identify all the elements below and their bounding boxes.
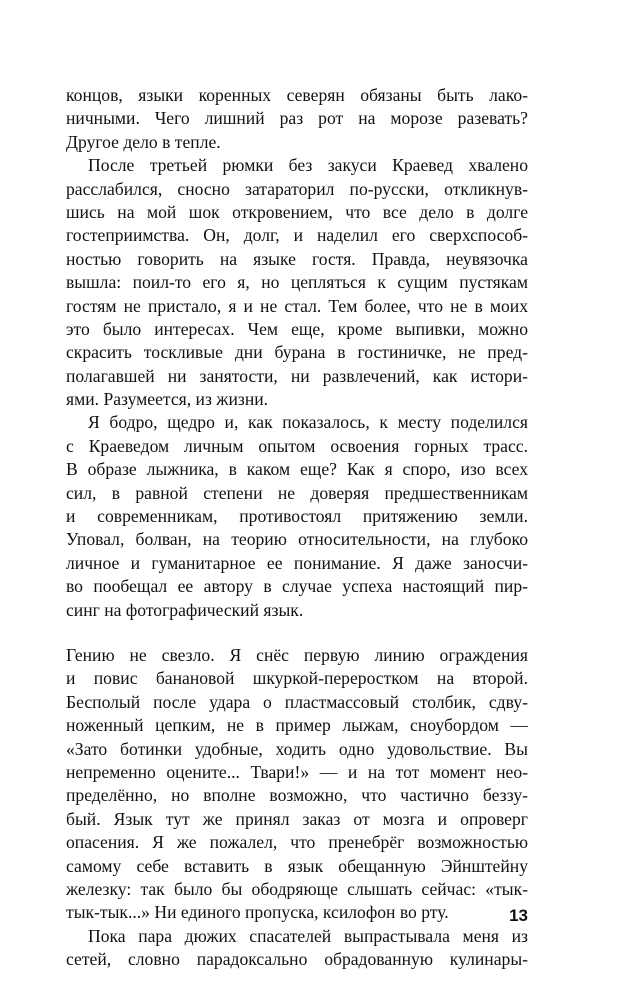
text-line: во пообещал ее автору в случае успеха настоящий пир- bbox=[66, 576, 528, 597]
book-page bbox=[66, 84, 528, 971]
text-line: ноженный цепким, не в пример лыжам, сноубордом — bbox=[66, 715, 528, 736]
text-line: непременно оцените... Твари!» — и на тот момент нео- bbox=[66, 761, 528, 782]
text-line: с Краеведом личным опытом освоения горных трасс. bbox=[66, 435, 528, 456]
text-line: шись на мой шок откровением, что все дело в долге bbox=[66, 201, 528, 222]
text-line: Уповал, болван, на теорию относительности, на глубоко bbox=[66, 529, 528, 550]
text-line: самому себе вставить в язык обещанную Эйнштейну bbox=[66, 855, 528, 876]
text-line: опасения. Я же пожалел, что пренебрёг возможностью bbox=[66, 832, 528, 853]
text-line: гостеприимства. Он, долг, и наделил его сверхспособ- bbox=[66, 225, 528, 246]
text-section-1 bbox=[66, 84, 528, 622]
text-line: пределённо, но вполне возможно, что частично беззу- bbox=[66, 785, 528, 806]
text-line: бый. Язык тут же принял заказ от мозга и опроверг bbox=[66, 808, 528, 829]
text-line: Гению не свезло. Я снёс первую линию ограждения bbox=[66, 644, 528, 665]
text-line: Бесполый после удара о пластмассовый столбик, сдву- bbox=[66, 691, 528, 712]
text-line: В образе лыжника, в каком еще? Как я споро, изо всех bbox=[66, 459, 528, 480]
text-line: скрасить тоскливые дни бурана в гостиничке, не пред- bbox=[66, 342, 528, 363]
text-section-2 bbox=[66, 644, 528, 971]
text-line: Пока пара дюжих спасателей выпрастывала меня из bbox=[88, 925, 528, 946]
text-line: гостям не пристало, я и не стал. Тем более, что не в моих bbox=[66, 295, 528, 316]
section-break bbox=[66, 622, 528, 644]
text-line: личное и гуманитарное ее понимание. Я даже заносчи- bbox=[66, 552, 528, 573]
text-line: Другое дело в тепле. bbox=[66, 131, 221, 152]
text-line: расслабился, сносно затараторил по-русски, откликнув- bbox=[66, 178, 528, 199]
text-line: ничными. Чего лишний раз рот на морозе разевать? bbox=[66, 108, 528, 129]
text-line: вышла: поил-то его я, но цепляться к сущим пустякам bbox=[66, 272, 528, 293]
text-line: сетей, словно парадоксально обрадованную кулинары- bbox=[66, 949, 528, 970]
text-line: сил, в равной степени не доверяя предшественникам bbox=[66, 482, 528, 503]
text-line: Я бодро, щедро и, как показалось, к месту поделился bbox=[88, 412, 528, 433]
text-line: тык-тык...» Ни единого пропуска, ксилофон во рту. bbox=[66, 902, 449, 923]
text-line: «Зато ботинки удобные, ходить одно удовольствие. Вы bbox=[66, 738, 528, 759]
text-line: и современникам, противостоял притяжению земли. bbox=[66, 506, 528, 527]
text-line: это было интересах. Чем еще, кроме выпивки, можно bbox=[66, 318, 528, 339]
page-number: 13 bbox=[509, 906, 528, 925]
text-line: концов, языки коренных северян обязаны быть лако- bbox=[66, 85, 528, 105]
text-line: ностью говорить на языке гостя. Правда, неувязочка bbox=[66, 248, 528, 269]
text-line: синг на фотографический язык. bbox=[66, 599, 304, 620]
text-line: и повис банановой шкуркой-переростком на второй. bbox=[66, 668, 528, 689]
text-line: После третьей рюмки без закуси Краевед хвалено bbox=[88, 155, 528, 176]
text-line: ями. Разумеется, из жизни. bbox=[66, 389, 269, 410]
text-line: железку: так было бы ободряюще слышать сейчас: «тык- bbox=[66, 878, 528, 899]
text-line: полагавшей ни занятости, ни развлечений, как истори- bbox=[66, 365, 528, 386]
